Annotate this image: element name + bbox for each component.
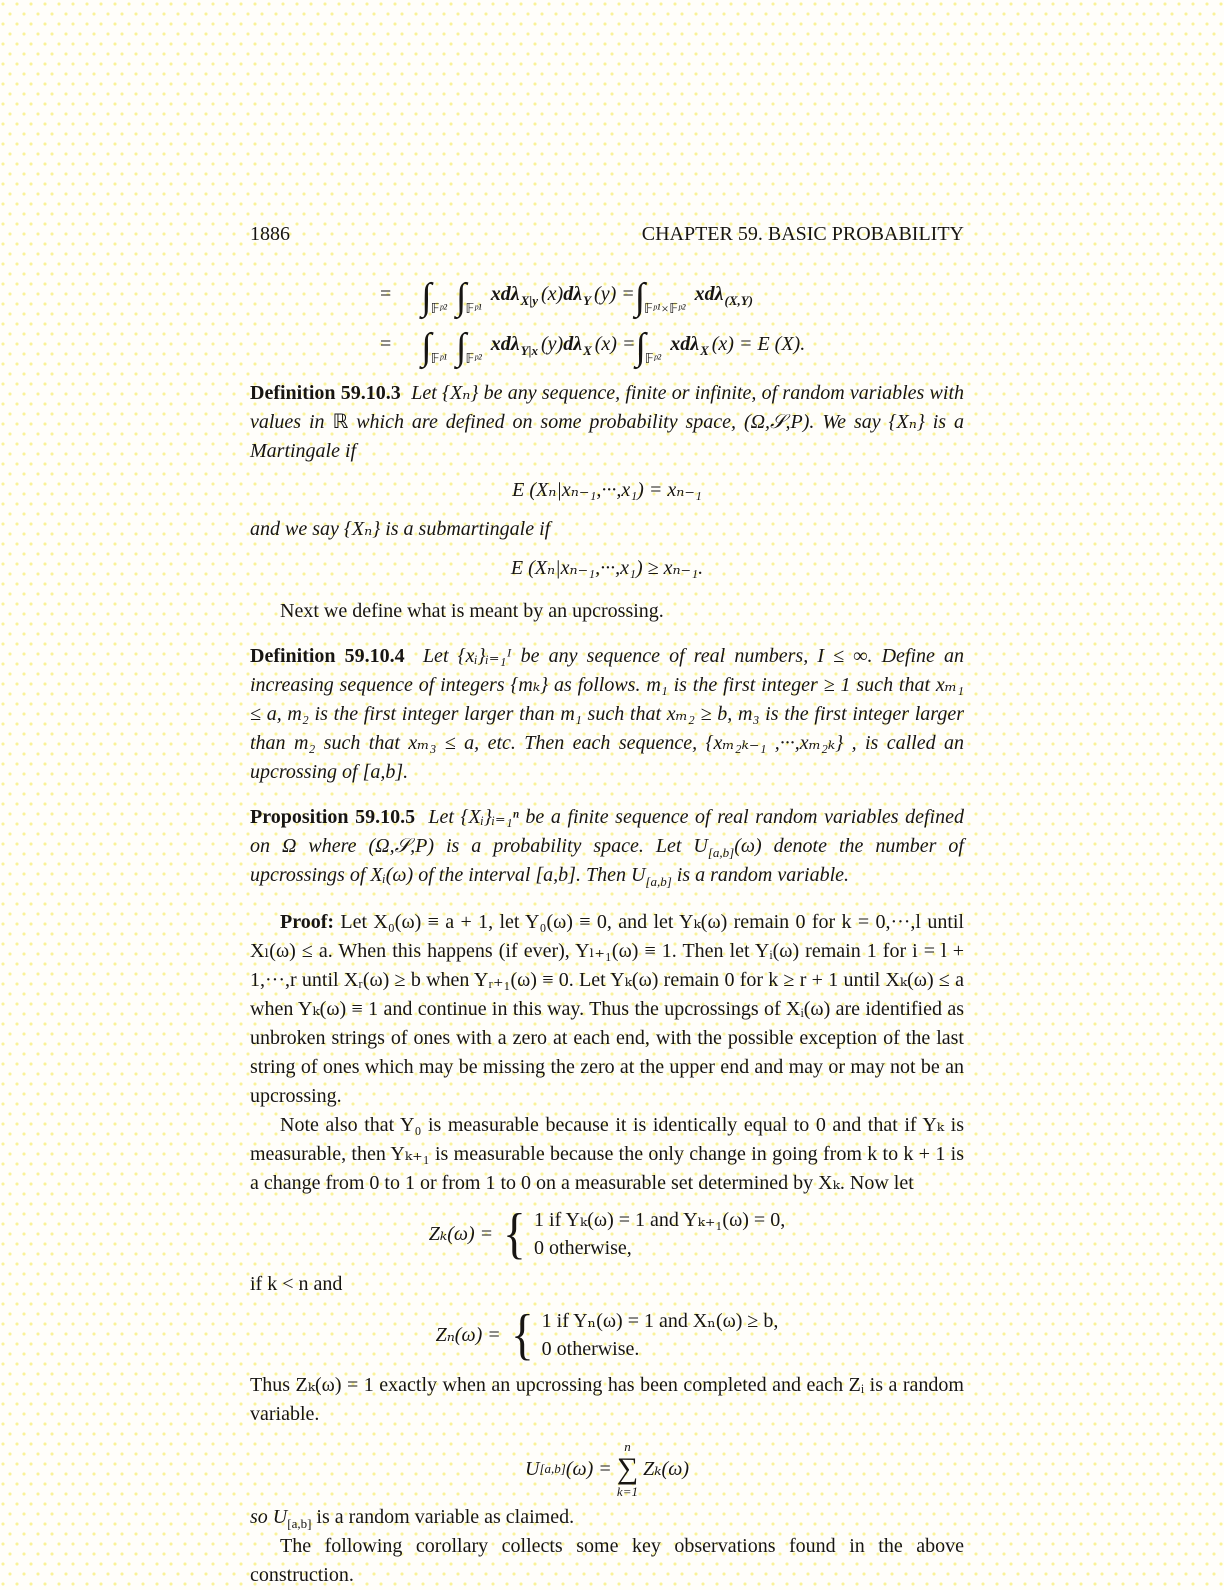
zk-lhs: Zₖ(ω) = bbox=[428, 1222, 494, 1245]
so-text: so U bbox=[250, 1506, 288, 1528]
math-fragment: xdλ bbox=[670, 332, 700, 355]
u-subscript: [a,b] bbox=[707, 845, 735, 860]
integral-domain: 𝔽ᵖ² bbox=[644, 351, 662, 366]
math-fragment: dλ bbox=[563, 332, 583, 355]
left-brace-icon: { bbox=[510, 1304, 534, 1366]
math-fragment: xdλ bbox=[694, 282, 724, 305]
zk-term: Zₖ(ω) bbox=[643, 1457, 689, 1480]
math-fragment: dλ bbox=[563, 282, 583, 305]
integral-1 bbox=[421, 271, 454, 317]
integral-domain: 𝔽ᵖ² bbox=[430, 301, 448, 316]
zn-case-lines bbox=[542, 1307, 779, 1363]
summation-icon: ∑ bbox=[616, 1452, 639, 1485]
so-paragraph bbox=[250, 1503, 964, 1532]
math-fragment: xdλ bbox=[490, 282, 520, 305]
u-subscript: [a,b] bbox=[645, 874, 672, 889]
main-equation-block bbox=[250, 269, 964, 369]
sum-lower-limit: k=1 bbox=[616, 1484, 638, 1499]
note-paragraph: Note also that Y₀ is measurable because it is identically equal to 0 and that if Yₖ is measurable, then Yₖ₊₁ is measurable because the only change in going from k to k + 1 is a change from 0 to 1 or from 1 to 0 on a measurable set determined by Xₖ. Now let bbox=[250, 1114, 964, 1194]
math-subscript: (X,Y) bbox=[724, 292, 754, 308]
integral-icon: ∫ bbox=[634, 276, 646, 318]
if-k-less-n-line: if k < n and bbox=[250, 1273, 343, 1295]
integral-domain: 𝔽ᵖ¹×𝔽ᵖ² bbox=[644, 301, 686, 316]
martingale-equation: E (Xₙ|xₙ₋₁,···,x₁) = xₙ₋₁ bbox=[512, 479, 702, 501]
integral-1 bbox=[421, 321, 454, 367]
so-text: is a random variable as claimed. bbox=[311, 1506, 575, 1528]
equals-sign: = bbox=[380, 282, 392, 305]
definition-59-10-4 bbox=[250, 642, 964, 787]
math-subscript: Y bbox=[583, 292, 592, 308]
zk-case-1: 1 if Yₖ(ω) = 1 and Yₖ₊₁(ω) = 0, bbox=[534, 1209, 786, 1231]
zk-case-2: 0 otherwise, bbox=[534, 1237, 632, 1259]
proposition-text: is a random variable. bbox=[671, 864, 850, 886]
proof-paragraph bbox=[250, 908, 964, 1111]
sum-upper-limit: n bbox=[624, 1439, 631, 1454]
closing-paragraph: The following corollary collects some key observations found in the above construction. bbox=[250, 1535, 964, 1586]
integral-domain: 𝔽ᵖ¹ bbox=[465, 301, 482, 316]
zk-case-lines bbox=[534, 1206, 785, 1262]
page-number: 1886 bbox=[250, 223, 290, 245]
math-subscript: X|y bbox=[520, 292, 538, 308]
integral-icon: ∫ bbox=[456, 326, 467, 368]
math-fragment: (y) = bbox=[594, 282, 635, 305]
zn-case-2: 0 otherwise. bbox=[541, 1338, 640, 1360]
proof-text: Let X₀(ω) ≡ a + 1, let Y₀(ω) ≡ 0, and let Yₖ(ω) remain 0 for k = 0,···,l until Xₗ(ω) ≤ a. When this happens (if ever), Yₗ₊₁(ω) ≡ 1. Then let Yᵢ(ω) remain 1 for i = l + 1,···,r until Xᵣ(ω) ≥ b when Yᵣ₊₁(ω) ≡ 0. Let Yₖ(ω) remain 0 for k ≥ r + 1 until Xₖ(ω) ≤ a when Yₖ(ω) ≡ 1 and continue in this way. Thus the upcrossings of Xᵢ(ω) are identified as unbroken strings of ones with a zero at each end, with the possible exception of the last string of ones which may be missing the zero at the upper end and may or may not be an upcrossing. bbox=[250, 911, 964, 1107]
proposition-59-10-5 bbox=[250, 803, 964, 890]
upcrossing-intro-paragraph: Next we define what is meant by an upcrossing. bbox=[280, 600, 664, 622]
math-fragment: (x) = E (X). bbox=[711, 332, 806, 355]
page-header bbox=[250, 220, 964, 249]
zk-cases-equation bbox=[250, 1203, 964, 1265]
summation-unit bbox=[617, 1439, 638, 1499]
zn-lhs: Zₙ(ω) = bbox=[435, 1323, 501, 1346]
equals-sign: = bbox=[380, 332, 392, 355]
integral-icon: ∫ bbox=[421, 276, 432, 318]
definition-text: Let {Xₙ} be any sequence, finite or infinite, of random variables with values in ℝ which are defined on some probability space, (Ω,𝒮,P). We say {Xₙ} is a Martingale if bbox=[250, 382, 965, 462]
math-fragment: xdλ bbox=[490, 332, 520, 355]
equation-line-2 bbox=[250, 319, 964, 369]
integral-3 bbox=[635, 321, 668, 367]
integral-icon: ∫ bbox=[635, 326, 646, 368]
proposition-text: (ω) denote the number of upcrossings of Xᵢ(ω) of the interval [a,b]. Then U bbox=[250, 835, 964, 886]
definition-label: Definition 59.10.3 bbox=[250, 382, 401, 404]
math-subscript: X bbox=[583, 342, 592, 358]
math-fragment: (y) bbox=[540, 332, 564, 355]
thus-paragraph: Thus Zₖ(ω) = 1 exactly when an upcrossing has been completed and each Zᵢ is a random variable. bbox=[250, 1374, 964, 1425]
math-subscript: Y|x bbox=[520, 342, 538, 358]
proposition-label: Proposition 59.10.5 bbox=[250, 806, 416, 828]
integral-3 bbox=[635, 271, 693, 317]
math-subscript: X bbox=[700, 342, 709, 358]
integral-2 bbox=[456, 271, 489, 317]
math-fragment: (x) = bbox=[594, 332, 636, 355]
upcrossing-sum-equation: U [a,b] (ω) = n ∑ k=1 Zₖ(ω) bbox=[524, 1439, 689, 1499]
equation-line-1 bbox=[250, 269, 964, 319]
submartingale-equation: E (Xₙ|xₙ₋₁,···,x₁) ≥ xₙ₋₁. bbox=[510, 557, 704, 579]
integral-domain: 𝔽ᵖ¹ bbox=[430, 351, 448, 366]
definition-59-10-3 bbox=[250, 379, 964, 466]
zn-case-1: 1 if Yₙ(ω) = 1 and Xₙ(ω) ≥ b, bbox=[541, 1310, 779, 1332]
integral-2 bbox=[456, 321, 489, 367]
integral-icon: ∫ bbox=[456, 276, 467, 318]
definition-text: Let {xᵢ}ᵢ₌₁ᴵ be any sequence of real numbers, I ≤ ∞. Define an increasing sequence of integers {mₖ} as follows. m₁ is the first integer ≥ 1 such that xₘ₁ ≤ a, m₂ is the first integer larger than m₁ such that xₘ₂ ≥ b, m₃ is the first integer larger than m₂ such that xₘ₃ ≤ a, etc. Then each sequence, {xₘ₂ₖ₋₁ ,···,xₘ₂ₖ} , is called an upcrossing of [a,b]. bbox=[250, 645, 965, 783]
definition-label: Definition 59.10.4 bbox=[250, 645, 405, 667]
math-fragment: (x) bbox=[540, 282, 564, 305]
page bbox=[250, 0, 964, 1590]
u-term: U bbox=[524, 1457, 540, 1480]
integral-icon: ∫ bbox=[421, 326, 432, 368]
submartingale-intro: and we say {Xₙ} is a submartingale if bbox=[250, 518, 551, 540]
integral-domain: 𝔽ᵖ² bbox=[465, 351, 482, 366]
left-brace-icon: { bbox=[503, 1203, 527, 1265]
zn-cases-equation bbox=[250, 1304, 964, 1366]
equals-fragment: (ω) = bbox=[565, 1457, 612, 1480]
proof-label: Proof: bbox=[280, 911, 335, 933]
chapter-header: CHAPTER 59. BASIC PROBABILITY bbox=[641, 223, 964, 245]
proposition-text: Let {Xᵢ}ᵢ₌₁ⁿ be a finite sequence of real random variables defined on Ω where (Ω,𝒮,P) is a probability space. Let U bbox=[250, 806, 964, 857]
u-subscript: [a,b] bbox=[287, 1516, 312, 1531]
